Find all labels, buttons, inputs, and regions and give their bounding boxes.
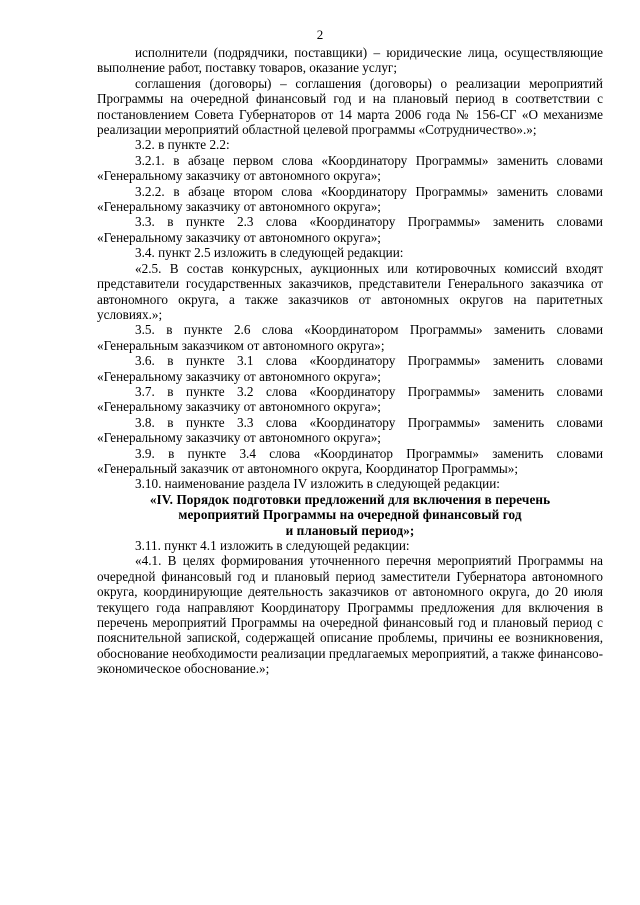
paragraph-agreements: соглашения (договоры) – соглашения (договоры) о реализации мероприятий Программы на очередной финансовый год и на плановый период в соответствии с постановлением Совета Губернаторов от 14 марта 2006 года № 156-СГ «О механизме реализации мероприятий областной целевой программы «Сотрудничество».»;	[97, 75, 603, 138]
paragraph-3-5: 3.5. в пункте 2.6 слова «Координатором Программы» заменить словами «Генеральным заказчиком от автономного округа»;	[97, 322, 603, 353]
paragraph-3-3: 3.3. в пункте 2.3 слова «Координатору Программы» заменить словами «Генеральному заказчику от автономного округа»;	[97, 214, 603, 245]
section-heading-line-1: «IV. Порядок подготовки предложений для включения в перечень	[149, 491, 551, 507]
paragraph-executors: исполнители (подрядчики, поставщики) – юридические лица, осуществляющие выполнение работ, поставку товаров, оказание услуг;	[97, 45, 603, 76]
section-heading-line-2: мероприятий Программы на очередной финансовый год	[178, 507, 522, 523]
paragraph-3-9: 3.9. в пункте 3.4 слова «Координатор Программы» заменить словами «Генеральный заказчик от автономного округа, Координатор Программы»;	[97, 445, 603, 476]
paragraph-3-7: 3.7. в пункте 3.2 слова «Координатору Программы» заменить словами «Генеральному заказчику от автономного округа»;	[97, 383, 603, 415]
paragraph-3-2: 3.2. в пункте 2.2:	[135, 137, 230, 153]
paragraph-3-6: 3.6. в пункте 3.1 слова «Координатору Программы» заменить словами «Генеральному заказчику от автономного округа»;	[97, 353, 603, 384]
page-number: 2	[316, 27, 324, 42]
section-heading-line-3: и плановый период»;	[285, 522, 415, 538]
paragraph-3-10: 3.10. наименование раздела IV изложить в следующей редакции:	[135, 476, 500, 492]
paragraph-3-2-2: 3.2.2. в абзаце втором слова «Координатору Программы» заменить словами «Генеральному заказчику от автономного округа»;	[97, 183, 603, 215]
paragraph-3-11: 3.11. пункт 4.1 изложить в следующей редакции:	[135, 538, 410, 553]
document-body	[97, 45, 603, 677]
paragraph-3-4: 3.4. пункт 2.5 изложить в следующей редакции:	[135, 245, 404, 261]
paragraph-4-1-quote: «4.1. В целях формирования уточненного перечня мероприятий Программы на очередной финансовый год и плановый период заместители Губернатора автономного округа, координирующие деятельность заказчиков от автономного округа, до 20 июля текущего года направляют Координатору Программы предложения для включения в перечень мероприятий Программы на очередной финансовый год и плановый период с пояснительной запиской, содержащей описание проблемы, причины ее возникновения, обоснование необходимости реализации предлагаемых мероприятий, а также финансово-экономическое обоснование.»;	[97, 553, 603, 677]
paragraph-3-2-1: 3.2.1. в абзаце первом слова «Координатору Программы» заменить словами «Генеральному заказчику от автономного округа»;	[97, 152, 603, 184]
paragraph-3-8: 3.8. в пункте 3.3 слова «Координатору Программы» заменить словами «Генеральному заказчику от автономного округа»;	[97, 414, 603, 446]
paragraph-2-5-quote: «2.5. В состав конкурсных, аукционных или котировочных комиссий входят представители государственных заказчиков, представители Генерального заказчика от автономного округа, а также заказчиков от автономных округов на паритетных условиях.»;	[97, 260, 603, 322]
